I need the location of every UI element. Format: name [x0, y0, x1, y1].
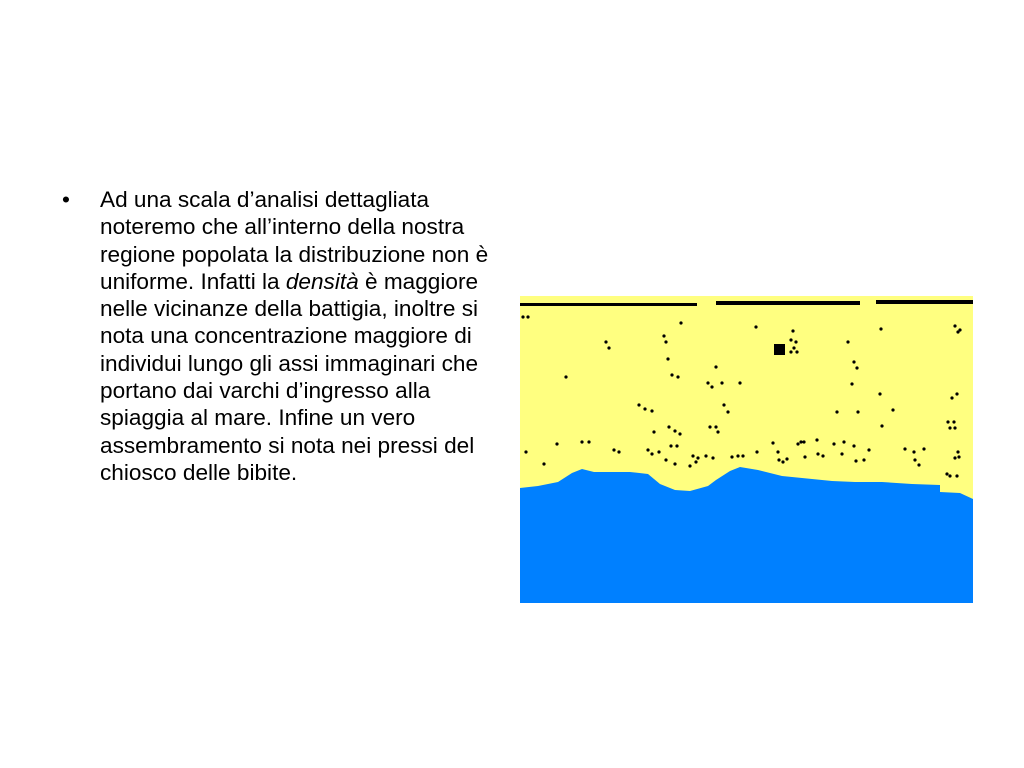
person-dot [669, 444, 672, 447]
person-dot [946, 420, 949, 423]
bullet-text-part2: è maggiore nelle vicinanze della battigia, inoltre si nota una concentrazione maggiore di individui lungo gli assi immaginari che portano dai varchi d’ingresso alla spiaggia al mare. Infine un vero assembramento si nota nei pressi del chiosco delle bibite. [100, 268, 479, 485]
person-dot [956, 330, 959, 333]
person-dot [953, 324, 956, 327]
bullet-marker: • [62, 187, 70, 212]
person-dot [673, 462, 676, 465]
person-dot [850, 382, 853, 385]
person-dot [789, 350, 792, 353]
person-dot [694, 460, 697, 463]
person-dot [675, 444, 678, 447]
person-dot [676, 375, 679, 378]
person-dot [612, 448, 615, 451]
person-dot [795, 350, 798, 353]
person-dot [664, 340, 667, 343]
person-dot [696, 456, 699, 459]
bullet-item [62, 186, 502, 486]
person-dot [664, 458, 667, 461]
person-dot [785, 457, 788, 460]
person-dot [673, 429, 676, 432]
person-dot [777, 458, 780, 461]
person-dot [891, 408, 894, 411]
person-dot [789, 338, 792, 341]
person-dot [708, 425, 711, 428]
person-dot [856, 410, 859, 413]
person-dot [948, 474, 951, 477]
person-dot [650, 452, 653, 455]
person-dot [652, 430, 655, 433]
person-dot [953, 456, 956, 459]
person-dot [948, 426, 951, 429]
person-dot [821, 454, 824, 457]
person-dot [955, 474, 958, 477]
person-dot [852, 444, 855, 447]
person-dot [912, 450, 915, 453]
person-dot [776, 450, 779, 453]
person-dot [667, 425, 670, 428]
person-dot [903, 447, 906, 450]
person-dot [952, 420, 955, 423]
person-dot [730, 455, 733, 458]
person-dot [542, 462, 545, 465]
person-dot [913, 458, 916, 461]
person-dot [524, 450, 527, 453]
person-dot [706, 381, 709, 384]
person-dot [755, 450, 758, 453]
person-dot [587, 440, 590, 443]
person-dot [957, 455, 960, 458]
person-dot [657, 450, 660, 453]
person-dot [953, 426, 956, 429]
person-dot [604, 340, 607, 343]
person-dot [879, 327, 882, 330]
bullet-text-part1: Ad una scala d’analisi dettagliata noteremo che all’interno della nostra regione popolata la distribuzione non è uniforme. Infatti la [100, 187, 489, 294]
bullet-list [62, 186, 502, 486]
person-dot [736, 454, 739, 457]
person-dot [670, 373, 673, 376]
person-dot [955, 392, 958, 395]
person-dot [722, 403, 725, 406]
person-dot [526, 315, 529, 318]
person-dot [922, 447, 925, 450]
person-dot [711, 456, 714, 459]
person-dot [688, 464, 691, 467]
person-dot [945, 472, 948, 475]
person-dot [852, 360, 855, 363]
person-dot [835, 410, 838, 413]
person-dot [580, 440, 583, 443]
person-dot [710, 385, 713, 388]
person-dot [950, 396, 953, 399]
sea-area [520, 467, 973, 603]
person-dot [855, 366, 858, 369]
person-dot [880, 424, 883, 427]
person-dot [643, 407, 646, 410]
person-dot [846, 340, 849, 343]
person-dot [771, 441, 774, 444]
person-dot [714, 425, 717, 428]
person-dot [679, 321, 682, 324]
person-dot [956, 450, 959, 453]
person-dot [802, 440, 805, 443]
person-dot [714, 365, 717, 368]
person-dot [917, 463, 920, 466]
person-dot [617, 450, 620, 453]
person-dot [799, 440, 802, 443]
person-dot [678, 432, 681, 435]
person-dot [521, 315, 524, 318]
person-dot [637, 403, 640, 406]
person-dot [816, 452, 819, 455]
person-dot [754, 325, 757, 328]
person-dot [646, 448, 649, 451]
person-dot [650, 409, 653, 412]
person-dot [842, 440, 845, 443]
person-dot [555, 442, 558, 445]
person-dot [726, 410, 729, 413]
person-dot [796, 442, 799, 445]
person-dot [607, 346, 610, 349]
kiosk-marker [774, 344, 785, 355]
person-dot [564, 375, 567, 378]
person-dot [716, 430, 719, 433]
person-dot [867, 448, 870, 451]
person-dot [662, 334, 665, 337]
person-dot [666, 357, 669, 360]
beach-density-figure [520, 296, 973, 603]
person-dot [781, 460, 784, 463]
person-dot [720, 381, 723, 384]
person-dot [862, 458, 865, 461]
person-dot [791, 329, 794, 332]
person-dot [738, 381, 741, 384]
person-dot [691, 454, 694, 457]
person-dot [815, 438, 818, 441]
person-dot [792, 346, 795, 349]
person-dot [854, 459, 857, 462]
bullet-text-emphasis: densità [285, 268, 359, 294]
person-dot [840, 452, 843, 455]
person-dot [832, 442, 835, 445]
person-dot [803, 455, 806, 458]
person-dot [794, 340, 797, 343]
person-dot [878, 392, 881, 395]
person-dot [704, 454, 707, 457]
person-dot [741, 454, 744, 457]
